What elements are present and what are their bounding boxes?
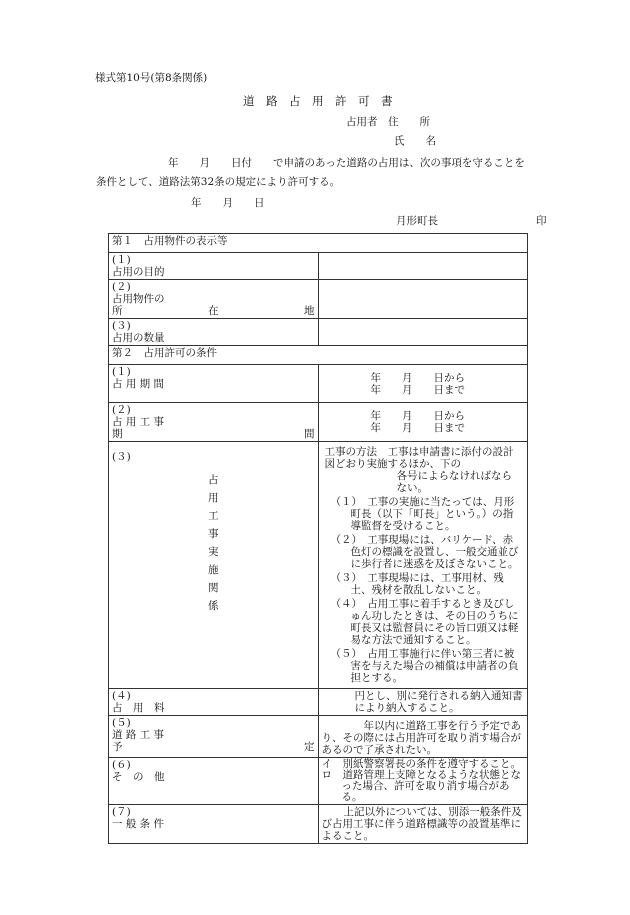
row-fee-value: 円とし、別に発行される納入通知書により納入すること。 <box>318 689 528 716</box>
row-work-implementation-label: (３) 占 用 工 事 実 施 関 係 <box>109 442 319 689</box>
vertical-label-char: 実 <box>208 546 219 558</box>
work-condition-item: （４） 占用工事に着手するとき及びしゅん功したときは、その日のうちに町長又は監督員にその旨口頭又は軽易な方法で通知すること。 <box>330 598 519 646</box>
work-condition-item: （５） 占用工事施行に伴い第三者に被害を与えた場合の補償は申請者の負担とする。 <box>330 648 519 684</box>
issuer-name: 月形町長 <box>396 215 438 227</box>
row-work-implementation-value: 工事の方法 工事は申請書に添付の設計図どおり実施するほか、下の 各号によらなければならない。 （１） 工事の実施に当たっては、月形町長（以下「町長」という。）の指導監督を受けること。 （２） 工事現場には、バリケード、赤色灯の標識を設置し、一般交通並びに歩行者に迷惑を及ぼさないこと。 （３） 工事現場には、工事用材、残土、残材を散乱しないこと。 （４） 占用工事に着手するとき及びしゅん功したときは、その日のうちに町長又は監督員にその旨口頭又は軽易な方法で通知すること。 （５） 占用工事施行に伴い第三者に被害を与えた場合の補償は申請者の負担とする。 <box>318 442 528 689</box>
document-title: 道 路 占 用 許 可 書 <box>243 94 393 108</box>
row-location-value[interactable] <box>318 280 528 319</box>
row-other-value: イ 別紙警察署長の条件を遵守すること。 ロ 道路管理上支障となるような状態となった場合、許可を取り消す場合がある。 <box>318 758 528 805</box>
vertical-label-char: 占 <box>208 474 219 486</box>
vertical-label-char: 関 <box>208 582 219 594</box>
row-work-period-value: 年 月 日から 年 月 日まで <box>318 403 528 442</box>
work-condition-item: （１） 工事の実施に当たっては、月形町長（以下「町長」という。）の指導監督を受けること。 <box>330 496 515 532</box>
applicant-name-label: 氏 名 <box>394 135 436 147</box>
row-road-work-value: 年以内に道路工事を行う予定であり、その際には占用許可を取り消す場合があるので了承されたい。 <box>318 716 528 758</box>
row-work-period-label: (２) 占 用 工 事 期 間 <box>109 403 319 442</box>
section-1-heading: 第１ 占用物件の表示等 <box>109 234 528 253</box>
vertical-label-char: 事 <box>208 528 219 540</box>
row-general-conditions-label: (７) 一 般 条 件 <box>109 805 319 844</box>
issue-date: 年 月 日 <box>191 197 265 209</box>
row-quantity-value[interactable] <box>318 319 528 346</box>
row-period-value: 年 月 日から 年 月 日まで <box>318 365 528 403</box>
section-2-heading: 第２ 占用許可の条件 <box>109 346 528 365</box>
row-quantity-label: (３) 占用の数量 <box>109 319 319 346</box>
body-line-1: 年 月 日付 で申請のあった道路の占用は、次の事項を守ることを <box>168 157 525 169</box>
row-location-label: (２) 占用物件の 所 在 地 <box>109 280 319 319</box>
row-other-label: (６) そ の 他 <box>109 758 319 805</box>
vertical-label-char: 係 <box>208 600 219 612</box>
row-fee-label: (４) 占 用 料 <box>109 689 319 716</box>
vertical-label-char: 用 <box>208 492 219 504</box>
row-general-conditions-value: 上記以外については、別添一般条件及び占用工事に伴う道路標識等の設置基準によること。 <box>318 805 528 844</box>
seal-mark: 印 <box>536 215 547 227</box>
vertical-label-char: 施 <box>208 564 219 576</box>
permit-conditions-table <box>108 233 528 844</box>
work-condition-item: （３） 工事現場には、工事用材、残土、残材を散乱しないこと。 <box>330 572 504 596</box>
vertical-label-char: 工 <box>208 510 219 522</box>
row-road-work-label: (５) 道 路 工 事 予 定 <box>109 716 319 758</box>
work-condition-item: （２） 工事現場には、バリケード、赤色灯の標識を設置し、一般交通並びに歩行者に迷惑を及ぼさないこと。 <box>330 534 519 570</box>
row-purpose-value[interactable] <box>318 253 528 280</box>
applicant-address-label: 占用者 住 所 <box>346 116 430 128</box>
row-purpose-label: (１) 占用の目的 <box>109 253 319 280</box>
form-number: 様式第10号(第8条関係) <box>95 72 208 84</box>
row-period-label: (１) 占 用 期 間 <box>109 365 319 403</box>
body-line-2: 条件として、道路法第32条の規定により許可する。 <box>96 176 341 188</box>
